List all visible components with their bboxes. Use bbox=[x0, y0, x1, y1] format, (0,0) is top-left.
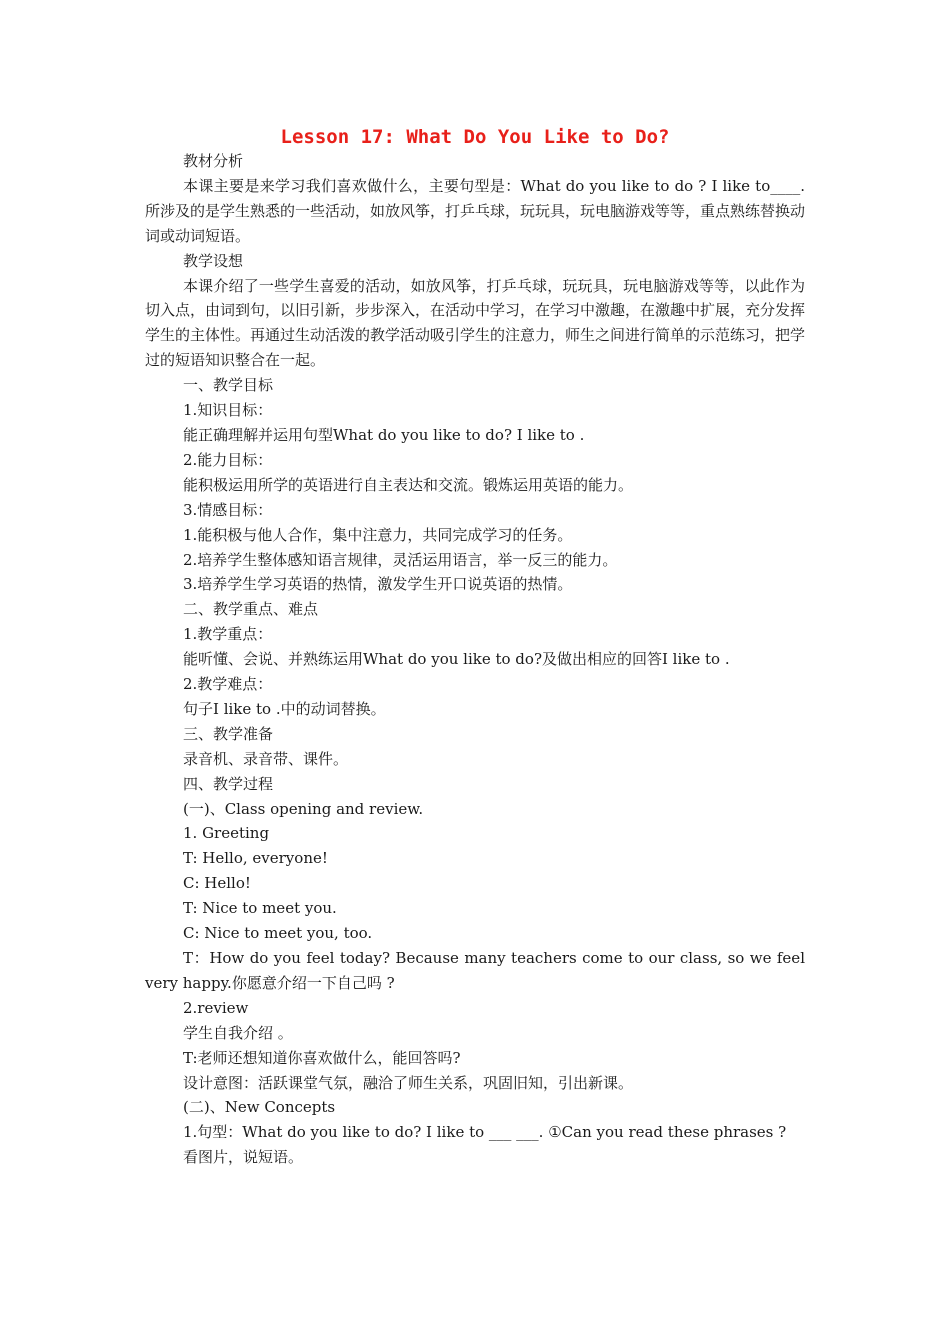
line-h-zhongdian: 二、教学重点、难点 bbox=[183, 600, 319, 619]
line-p-t1: T: Hello, everyone! bbox=[183, 849, 328, 868]
document-body bbox=[145, 149, 805, 1170]
line-p-c2: C: Nice to meet you, too. bbox=[183, 924, 373, 943]
line-h-shexiang: 教学设想 bbox=[183, 251, 244, 270]
line-h-guocheng: 四、教学过程 bbox=[183, 774, 274, 793]
line-h-step1: (一)、Class opening and review. bbox=[183, 799, 424, 818]
line-p-zhongdian: 能听懂、会说、并熟练运用What do you like to do?及做出相应的回答I like to . bbox=[183, 650, 730, 669]
line-h-step2: (二)、New Concepts bbox=[183, 1098, 336, 1117]
line-p-qinggan-1: 1.能积极与他人合作，集中注意力，共同完成学习的任务。 bbox=[183, 525, 573, 544]
line-p-sheji: 设计意图：活跃课堂气氛，融洽了师生关系，巩固旧知，引出新课。 bbox=[183, 1073, 634, 1092]
line-p-greeting: 1. Greeting bbox=[183, 824, 270, 843]
line-h-qinggan: 3.情感目标： bbox=[183, 500, 273, 519]
line-p-ziwo: 学生自我介绍 。 bbox=[183, 1023, 293, 1042]
line-p-qinggan-3: 3.培养学生学习英语的热情，激发学生开口说英语的热情。 bbox=[183, 575, 573, 594]
line-p-review: 2.review bbox=[183, 998, 249, 1017]
line-p-kantupian: 看图片，说短语。 bbox=[183, 1148, 304, 1167]
line-h-zhishi: 1.知识目标： bbox=[183, 401, 273, 420]
line-p-shexiang: 本课介绍了一些学生喜爱的活动，如放风筝，打乒乓球，玩玩具，玩电脑游戏等等，以此作为切入点，由词到句，以旧引新，步步深入，在活动中学习，在学习中激趣，在激趣中扩展，充分发挥学生的主体性。再通过生动活泼的教学活动吸引学生的注意力，师生之间进行简单的示范练习，把学过的短语知识整合在一起。 bbox=[145, 276, 806, 370]
line-h-mubiao: 一、教学目标 bbox=[183, 376, 274, 395]
line-p-juxing: 1.句型：What do you like to do? I like to ___ ___. ①Can you read these phrases ? bbox=[183, 1123, 787, 1142]
line-p-nandian: 句子I like to .中的动词替换。 bbox=[183, 699, 386, 718]
line-h-nandian: 2.教学难点： bbox=[183, 675, 273, 694]
line-p-zhishi: 能正确理解并运用句型What do you like to do? I like to . bbox=[183, 425, 585, 444]
line-p-t2: T: Nice to meet you. bbox=[183, 899, 337, 918]
line-h-nengli: 2.能力目标： bbox=[183, 450, 273, 469]
line-p-t3: T：How do you feel today? Because many teachers come to our class, so we feel very happy.你愿意介绍一下自己吗 ? bbox=[145, 949, 805, 992]
line-p-c1: C: Hello! bbox=[183, 874, 251, 893]
line-p-t4: T:老师还想知道你喜欢做什么，能回答吗? bbox=[183, 1048, 461, 1067]
line-p-qinggan-2: 2.培养学生整体感知语言规律，灵活运用语言，举一反三的能力。 bbox=[183, 550, 618, 569]
lesson-title: Lesson 17: What Do You Like to Do? bbox=[280, 126, 670, 148]
line-p-nengli: 能积极运用所学的英语进行自主表达和交流。锻炼运用英语的能力。 bbox=[183, 475, 634, 494]
line-h-jiaocai: 教材分析 bbox=[183, 152, 244, 170]
line-p-zhunbei: 录音机、录音带、课件。 bbox=[183, 749, 349, 768]
line-h-zhunbei: 三、教学准备 bbox=[183, 724, 274, 743]
line-h-zhongdian-1: 1.教学重点： bbox=[183, 625, 273, 644]
line-p-jiaocai: 本课主要是来学习我们喜欢做什么，主要句型是：What do you like to do ? I like to____. 所涉及的是学生熟悉的一些活动，如放风筝，打乒乓球，玩玩具，玩电脑游戏等等，重点熟练替换动词或动词短语。 bbox=[145, 176, 806, 245]
